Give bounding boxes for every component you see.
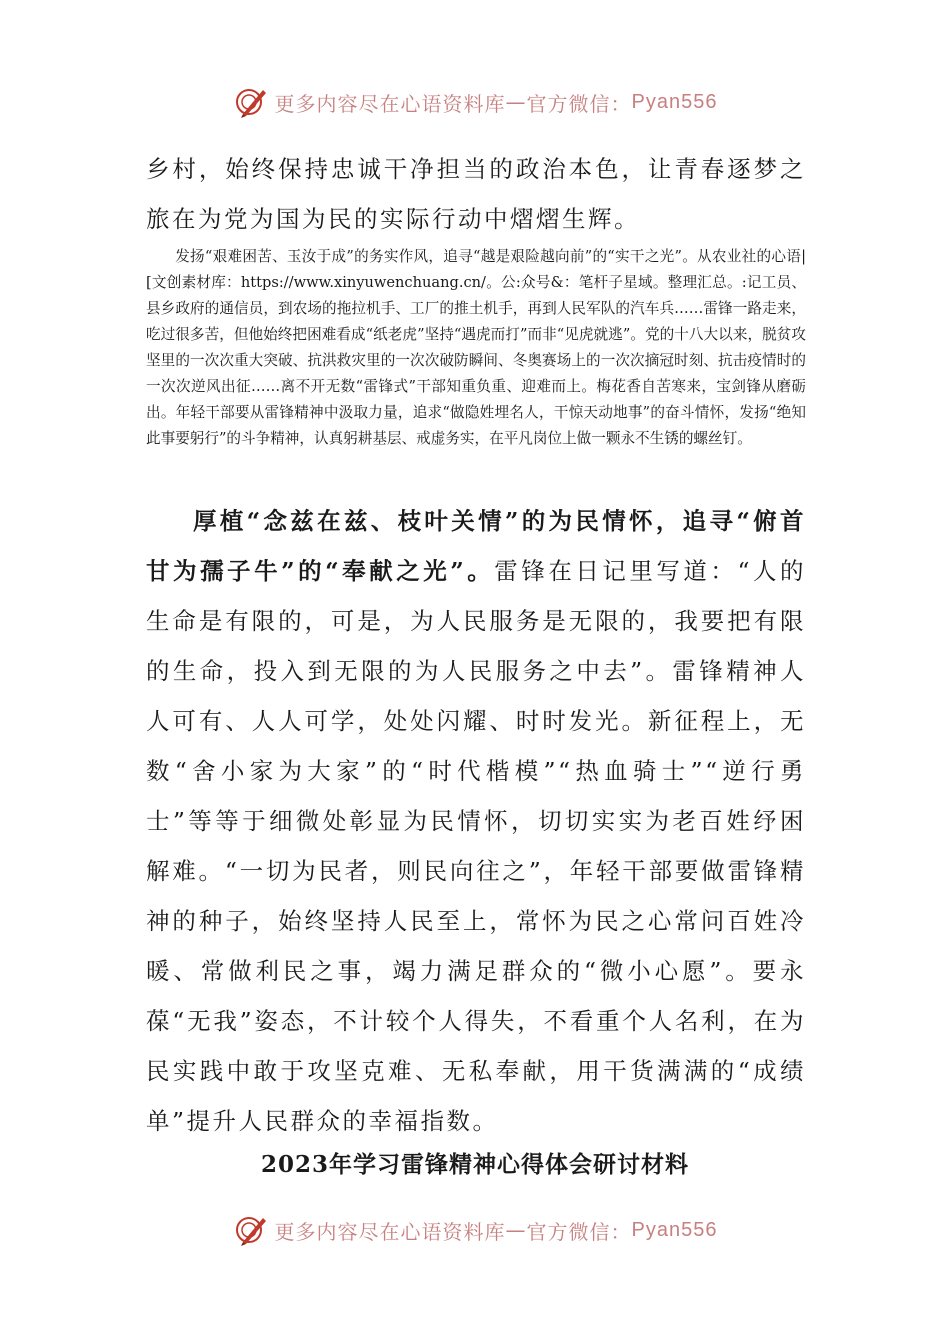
pen-logo-icon [233,1212,269,1248]
watermark-separator: — [505,1218,527,1242]
watermark-text: 更多内容尽在心语资料库 [274,91,506,116]
watermark-label: 官方微信： [526,1219,632,1244]
paragraph-top: 乡村，始终保持忠诚干净担当的政治本色，让青春逐梦之旅在为党为国为民的实际行动中熠熠生辉。 [146,155,806,233]
watermark-separator: — [505,90,527,114]
pen-logo-icon [233,84,269,120]
watermark-footer [0,1208,950,1252]
paragraph-small: 发扬“艰难困苦、玉汝于成”的务实作风，追寻“越是艰险越向前”的“实干之光”。从农业社的心语|[文创素材库：https://www.xinyuwenchuang.cn/。公:众号&：笔杆子星域。整理汇总。:记工员、县乡政府的通信员，到农场的拖拉机手、工厂的推土机手，再到人民军队的汽车兵……雷锋一路走来，吃过很多苦，但他始终把困难看成“纸老虎”坚持“遇虎而打”而非“见虎就逃”。党的十八大以来，脱贫攻坚里的一次次重大突破、抗洪救灾里的一次次破防瞬间、冬奥赛场上的一次次摘冠时刻、抗击疫情时的一次次逆风出征……离不开无数“雷锋式”干部知重负重、迎难而上。梅花香自苦寒来，宝剑锋从磨砺出。年轻干部要从雷锋精神中汲取力量，追求“做隐姓埋名人，干惊天动地事”的奋斗情怀，发扬“绝知此事要躬行”的斗争精神，认真躬耕基层、戒虚务实，在平凡岗位上做一颗永不生锈的螺丝钉。 [146,248,806,447]
paragraph-main-lead: 厚植“念兹在兹、枝叶关情”的为民情怀，追寻“俯首甘为孺子牛”的“奉献之光”。 [146,507,806,585]
watermark-id: Pyan556 [631,1218,718,1241]
watermark-header [0,80,950,124]
paragraph-main [146,496,806,1146]
section-title: 2023年学习雷锋精神心得体会研讨材料 [260,1151,689,1178]
watermark-label: 官方微信： [526,91,632,116]
paragraph-main-body: 雷锋在日记里写道：“人的生命是有限的，可是，为人民服务是无限的，我要把有限的生命，投入到无限的为人民服务之中去”。雷锋精神人人可有、人人可学，处处闪耀、时时发光。新征程上，无数“舍小家为大家”的“时代楷模”“热血骑士”“逆行勇士”等等于细微处彰显为民情怀，切切实实为老百姓纾困解难。“一切为民者，则民向往之”，年轻干部要做雷锋精神的种子，始终坚持人民至上，常怀为民之心常问百姓冷暖、常做利民之事，竭力满足群众的“微小心愿”。要永葆“无我”姿态，不计较个人得失，不看重个人名利，在为民实践中敢于攻坚克难、无私奉献，用干货满满的“成绩单”提升人民群众的幸福指数。 [146,557,806,1135]
watermark-id: Pyan556 [631,90,718,113]
watermark-text: 更多内容尽在心语资料库 [274,1219,506,1244]
